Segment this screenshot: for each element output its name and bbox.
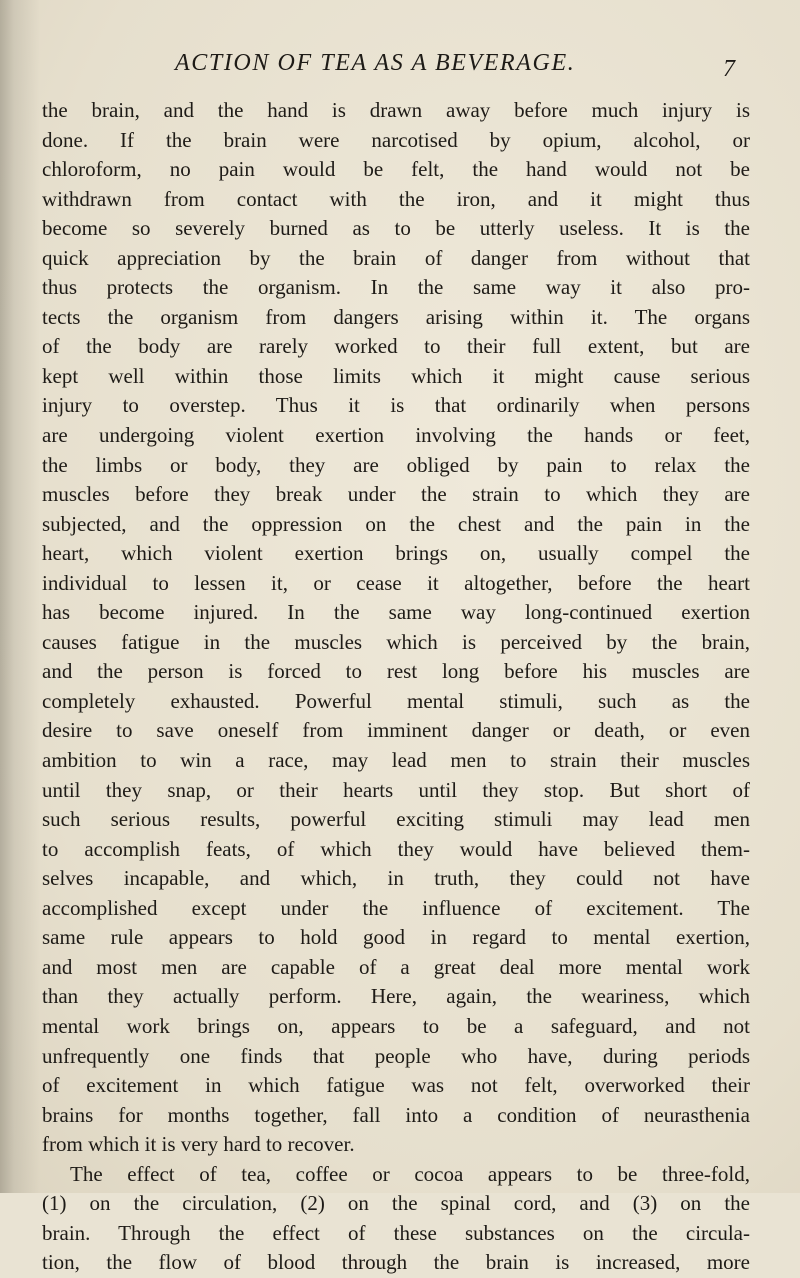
text-line: than they actually perform. Here, again, the weariness, which — [42, 984, 750, 1009]
text-line: and most men are capable of a great deal more mental work — [42, 954, 750, 979]
page-number: 7 — [723, 56, 735, 82]
text-line: the brain, and the hand is drawn away before much injury is — [42, 98, 750, 122]
text-line: to accomplish feats, of which they would have believed them- — [42, 836, 750, 861]
text-line: selves incapable, and which, in truth, they could not have — [42, 866, 750, 891]
paragraph-start-line: The effect of tea, coffee or cocoa appears to be three-fold, — [70, 1161, 750, 1186]
running-head — [175, 50, 735, 90]
text-line: mental work brings on, appears to be a safeguard, and not — [42, 1013, 750, 1038]
text-line: become so severely burned as to be utterly useless. It is the — [42, 216, 750, 241]
text-line: individual to lessen it, or cease it altogether, before the heart — [42, 570, 750, 595]
text-line: (1) on the circulation, (2) on the spinal cord, and (3) on the — [42, 1191, 750, 1216]
text-line: brains for months together, fall into a condition of neurasthenia — [42, 1102, 750, 1127]
text-line: done. If the brain were narcotised by opium, alcohol, or — [42, 127, 750, 152]
text-line: accomplished except under the influence of excitement. The — [42, 895, 750, 920]
text-line: tion, the flow of blood through the brain is increased, more — [42, 1250, 750, 1275]
running-head-title: ACTION OF TEA AS A BEVERAGE. — [175, 50, 576, 76]
text-line: tects the organism from dangers arising within it. The organs — [42, 304, 750, 329]
text-line: completely exhausted. Powerful mental stimuli, such as the — [42, 688, 750, 713]
body-text — [42, 96, 750, 1278]
text-line: subjected, and the oppression on the chest and the pain in the — [42, 511, 750, 536]
text-line: kept well within those limits which it might cause serious — [42, 363, 750, 388]
text-line: of excitement in which fatigue was not felt, overworked their — [42, 1073, 750, 1098]
text-line: muscles before they break under the strain to which they are — [42, 482, 750, 507]
text-line: and the person is forced to rest long before his muscles are — [42, 659, 750, 684]
text-line: has become injured. In the same way long-continued exertion — [42, 600, 750, 625]
text-line: such serious results, powerful exciting stimuli may lead men — [42, 807, 750, 832]
paragraph-end-line: from which it is very hard to recover. — [42, 1132, 355, 1157]
text-line: same rule appears to hold good in regard to mental exertion, — [42, 925, 750, 950]
text-line: unfrequently one finds that people who have, during periods — [42, 1043, 750, 1068]
text-line: ambition to win a race, may lead men to strain their muscles — [42, 748, 750, 773]
text-line: injury to overstep. Thus it is that ordinarily when persons — [42, 393, 750, 418]
text-line: of the body are rarely worked to their full extent, but are — [42, 334, 750, 359]
text-line: until they snap, or their hearts until they stop. But short of — [42, 777, 750, 802]
text-line: brain. Through the effect of these substances on the circula- — [42, 1220, 750, 1245]
text-line: chloroform, no pain would be felt, the hand would not be — [42, 157, 750, 182]
text-line: withdrawn from contact with the iron, and it might thus — [42, 186, 750, 211]
text-line: quick appreciation by the brain of danger from without that — [42, 245, 750, 270]
text-line: causes fatigue in the muscles which is perceived by the brain, — [42, 629, 750, 654]
text-line: the limbs or body, they are obliged by pain to relax the — [42, 452, 750, 477]
text-line: are undergoing violent exertion involving the hands or feet, — [42, 423, 750, 448]
text-line: thus protects the organism. In the same way it also pro- — [42, 275, 750, 300]
text-line: heart, which violent exertion brings on, usually compel the — [42, 541, 750, 566]
text-line: desire to save oneself from imminent danger or death, or even — [42, 718, 750, 743]
